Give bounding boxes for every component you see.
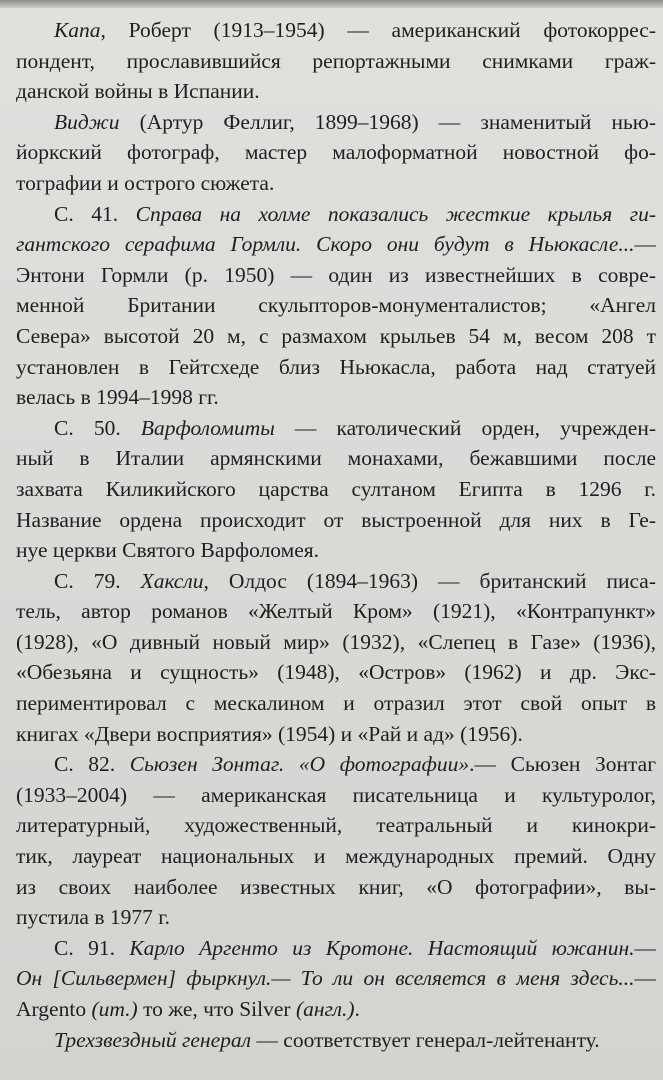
text: то же, что Silver — [137, 997, 296, 1021]
text-line — [16, 902, 656, 933]
text: , Роберт (1913–1954) — американский фотокоррес- — [100, 18, 656, 42]
text: тографии и острого сюжета. — [16, 170, 275, 195]
italic-text: Виджи — [54, 109, 120, 134]
text-line — [16, 15, 656, 46]
text-line — [16, 719, 656, 750]
text-line — [16, 107, 656, 138]
endnote-paragraph — [16, 933, 656, 1025]
text: — католический орден, учрежден- — [274, 415, 656, 440]
text: Название ордена происходит от выстроенной для них в Ге- — [16, 507, 656, 532]
text: нуе церкви Святого Варфоломея. — [16, 538, 320, 563]
text: велась в 1994–1998 гг. — [16, 385, 219, 410]
text-line — [16, 413, 656, 444]
text-line — [16, 229, 656, 260]
text: тик, лауреат национальных и международных премий. Одну — [16, 844, 656, 869]
text-line — [16, 841, 656, 872]
italic-text: Капа — [54, 18, 101, 42]
text: — — [634, 232, 656, 257]
text-line — [16, 535, 656, 566]
italic-text: Он [Сильвермен] фыркнул.— То ли он вселяется в меня здесь... — [16, 966, 635, 991]
text: Argento — [16, 997, 92, 1021]
text-line — [16, 76, 656, 107]
endnote-paragraph — [16, 199, 656, 413]
text: — соответствует генерал-лейтенанту. — [251, 1027, 600, 1052]
text: менной Британии скульпторов-монументалистов; «Ангел — [16, 293, 656, 318]
endnote-paragraph — [16, 1025, 656, 1056]
text: С. 41. — [54, 201, 136, 226]
endnote-paragraph — [16, 15, 656, 107]
text: .— Сьюзен Зонтаг — [469, 752, 656, 777]
text: Энтони Гормли (р. 1950) — один из известнейших в совре- — [16, 262, 656, 287]
endnote-paragraph — [16, 413, 656, 566]
text: ный в Италии армянскими монахами, бежавшими после — [16, 446, 656, 471]
text-line — [16, 260, 656, 291]
text: йоркский фотограф, мастер малоформатной новостной фо- — [16, 140, 656, 165]
text: литературный, художественный, театральный и кинокри- — [16, 813, 656, 838]
endnotes-list — [16, 15, 656, 1055]
text: (Артур Феллиг, 1899–1968) — знаменитый нью- — [119, 109, 656, 134]
text-line — [16, 933, 656, 964]
endnote-paragraph — [16, 566, 656, 750]
text-line — [16, 443, 656, 474]
text-line — [16, 352, 656, 383]
text: (1933–2004) — американская писательница и культуролог, — [16, 782, 656, 807]
text-line — [16, 199, 656, 230]
text-line — [16, 627, 656, 658]
text: установлен в Гейтсхеде близ Ньюкасла, работа над статуей — [16, 354, 656, 379]
italic-text: гантского серафима Гормли. Скоро они будут в Ньюкасле... — [16, 232, 635, 257]
text-line — [16, 657, 656, 688]
text-line — [16, 290, 656, 321]
text-line — [16, 780, 656, 811]
text: С. 79. — [54, 568, 141, 593]
text: С. 50. — [54, 415, 141, 440]
italic-text: Карло Аргенто из Кротоне. Настоящий южанин. — [129, 935, 635, 960]
text: «Обезьяна и сущность» (1948), «Остров» (1962) и др. Экс- — [16, 660, 656, 685]
text-line — [16, 382, 656, 413]
italic-text: Справа на холме показались жесткие крылья ги- — [135, 201, 656, 226]
text-line — [16, 474, 656, 505]
text: захвата Киликийского царства султаном Египта в 1296 г. — [16, 476, 656, 501]
text: книгах «Двери восприятия» (1954) и «Рай и ад» (1956). — [16, 721, 523, 746]
text-line — [16, 321, 656, 352]
text: пондент, прославившийся репортажными снимками граж- — [16, 48, 656, 73]
text: (1928), «О дивный новый мир» (1932), «Слепец в Газе» (1936), — [16, 629, 656, 654]
text: С. 91. — [54, 935, 130, 960]
endnote-paragraph — [16, 749, 656, 933]
text: — — [634, 966, 656, 991]
italic-text: Трехзвездный генерал — [54, 1027, 252, 1052]
text: , Олдос (1894–1963) — британский писа- — [203, 568, 656, 593]
italic-text: Сьюзен Зонтаг. «О фотографии» — [129, 752, 470, 777]
text: С. 82. — [54, 752, 130, 777]
text-line — [16, 137, 656, 168]
text-line — [16, 994, 656, 1025]
italic-text: Варфоломиты — [140, 415, 275, 440]
text-line — [16, 963, 656, 994]
italic-text: Хаксли — [140, 568, 204, 593]
text: периментировал с мескалином и отразил этот свой опыт в — [16, 691, 656, 716]
italic-text: (ит.) — [91, 997, 138, 1021]
page-top-edge — [0, 0, 663, 8]
text-line — [16, 810, 656, 841]
endnote-paragraph — [16, 107, 656, 199]
text: из своих наиболее известных книг, «О фотографии», вы- — [16, 874, 656, 899]
italic-text: (англ.) — [295, 997, 355, 1021]
text: пустила в 1977 г. — [16, 905, 171, 930]
text: — — [634, 935, 656, 960]
text-line — [16, 688, 656, 719]
text: данской войны в Испании. — [16, 79, 260, 104]
text-line — [16, 596, 656, 627]
text-line — [16, 566, 656, 597]
text-line — [16, 505, 656, 536]
text-line — [16, 1025, 656, 1056]
text: Севера» высотой 20 м, с размахом крыльев 54 м, весом 208 т — [16, 323, 656, 348]
text: . — [354, 997, 360, 1021]
text-line — [16, 872, 656, 903]
text-line — [16, 46, 656, 77]
text-line — [16, 168, 656, 199]
text-line — [16, 749, 656, 780]
text: тель, автор романов «Желтый Кром» (1921), «Контрапункт» — [16, 599, 656, 624]
